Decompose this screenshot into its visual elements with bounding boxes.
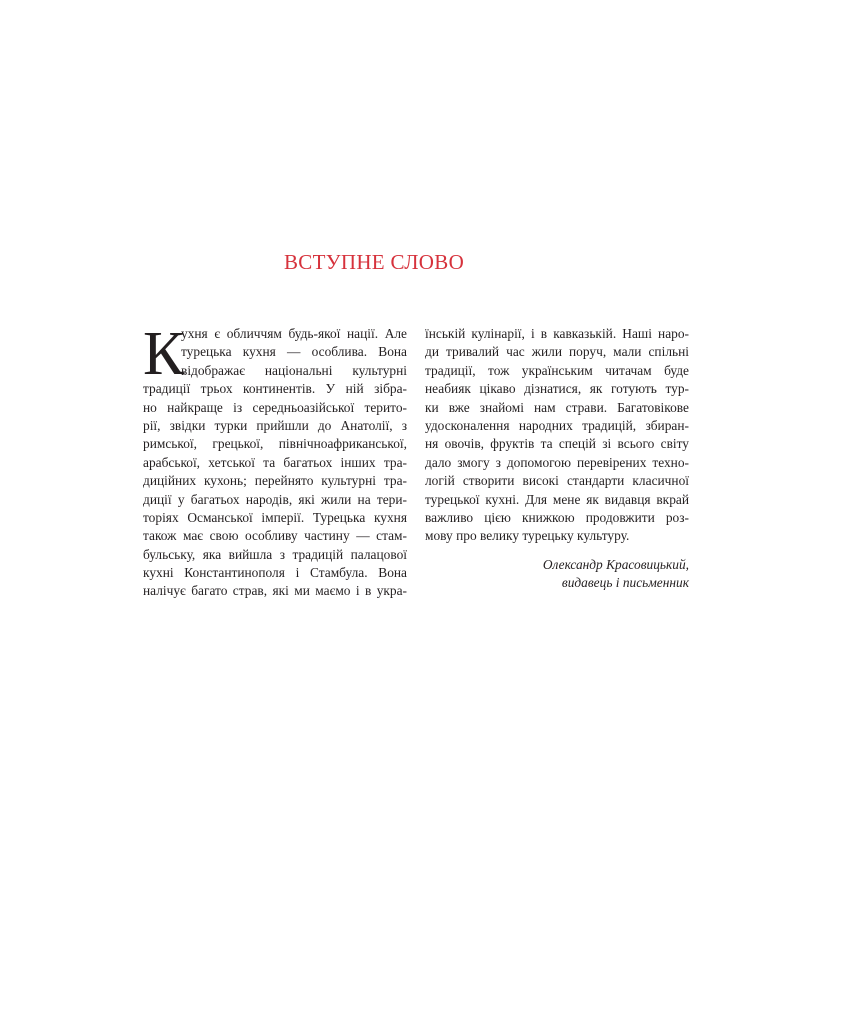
text-line: традиції, тож українським читачам буде bbox=[425, 362, 689, 378]
text-line: мову про велику турецьку культуру. bbox=[425, 528, 630, 544]
signature bbox=[425, 556, 689, 593]
text-line: ки вже знайомі нам страви. Багатовікове bbox=[425, 399, 689, 415]
text-line: но найкраще із середньоазійської терито- bbox=[143, 399, 407, 415]
text-line: дало змогу з допомогою перевірених техно- bbox=[425, 454, 689, 470]
text-line: диції у багатьох народів, які жили на тери- bbox=[143, 491, 407, 507]
text-line: відображає національні культурні bbox=[181, 362, 407, 378]
text-line: важливо цією книжкою продовжити роз- bbox=[425, 509, 689, 525]
text-line: неабияк цікаво дізнатися, як готують тур- bbox=[425, 381, 689, 397]
text-line: ди тривалий час жили поруч, мали спільні bbox=[425, 344, 689, 360]
text-line: турецької кухні. Для мене як видавця вкрай bbox=[425, 491, 689, 507]
drop-cap: К bbox=[143, 320, 185, 388]
text-column-left bbox=[143, 320, 407, 601]
text-line: ухня є обличчям будь-якої нації. Але bbox=[181, 326, 407, 341]
text-line: турецька кухня — особлива. Вона bbox=[181, 344, 407, 360]
text-line: бульську, яка вийшла з традицій палацової bbox=[143, 546, 407, 562]
text-line: удосконалення народних традицій, збиран- bbox=[425, 417, 689, 433]
signature-role: видавець і письменник bbox=[561, 575, 689, 591]
text-line: логій створити високі стандарти класичної bbox=[425, 473, 689, 489]
text-line: торіях Османської імперії. Турецька кухня bbox=[143, 509, 407, 525]
text-line: арабської, хетської та багатьох інших тра- bbox=[143, 454, 407, 470]
text-line: їнській кулінарії, і в кавказькій. Наші наро- bbox=[425, 326, 689, 341]
text-line: традиції трьох континентів. У ній зібра- bbox=[143, 381, 407, 397]
text-line: також має свою особливу частину — стам- bbox=[143, 528, 407, 544]
text-line: кухні Константинополя і Стамбула. Вона bbox=[143, 565, 407, 581]
text-column-right bbox=[425, 325, 689, 592]
page-title: ВСТУПНЕ СЛОВО bbox=[283, 250, 465, 274]
text-line: римської, грецької, північноафриканської, bbox=[143, 436, 407, 452]
text-line: налічує багато страв, які ми маємо і в укра- bbox=[143, 583, 407, 599]
text-line: ня овочів, фруктів та спецій зі всього світу bbox=[425, 436, 689, 452]
text-line: диційних кухонь; перейнято культурні тра- bbox=[143, 473, 407, 489]
text-line: рії, звідки турки прийшли до Анатолії, з bbox=[143, 417, 407, 433]
signature-name: Олександр Красовицький, bbox=[542, 556, 689, 572]
